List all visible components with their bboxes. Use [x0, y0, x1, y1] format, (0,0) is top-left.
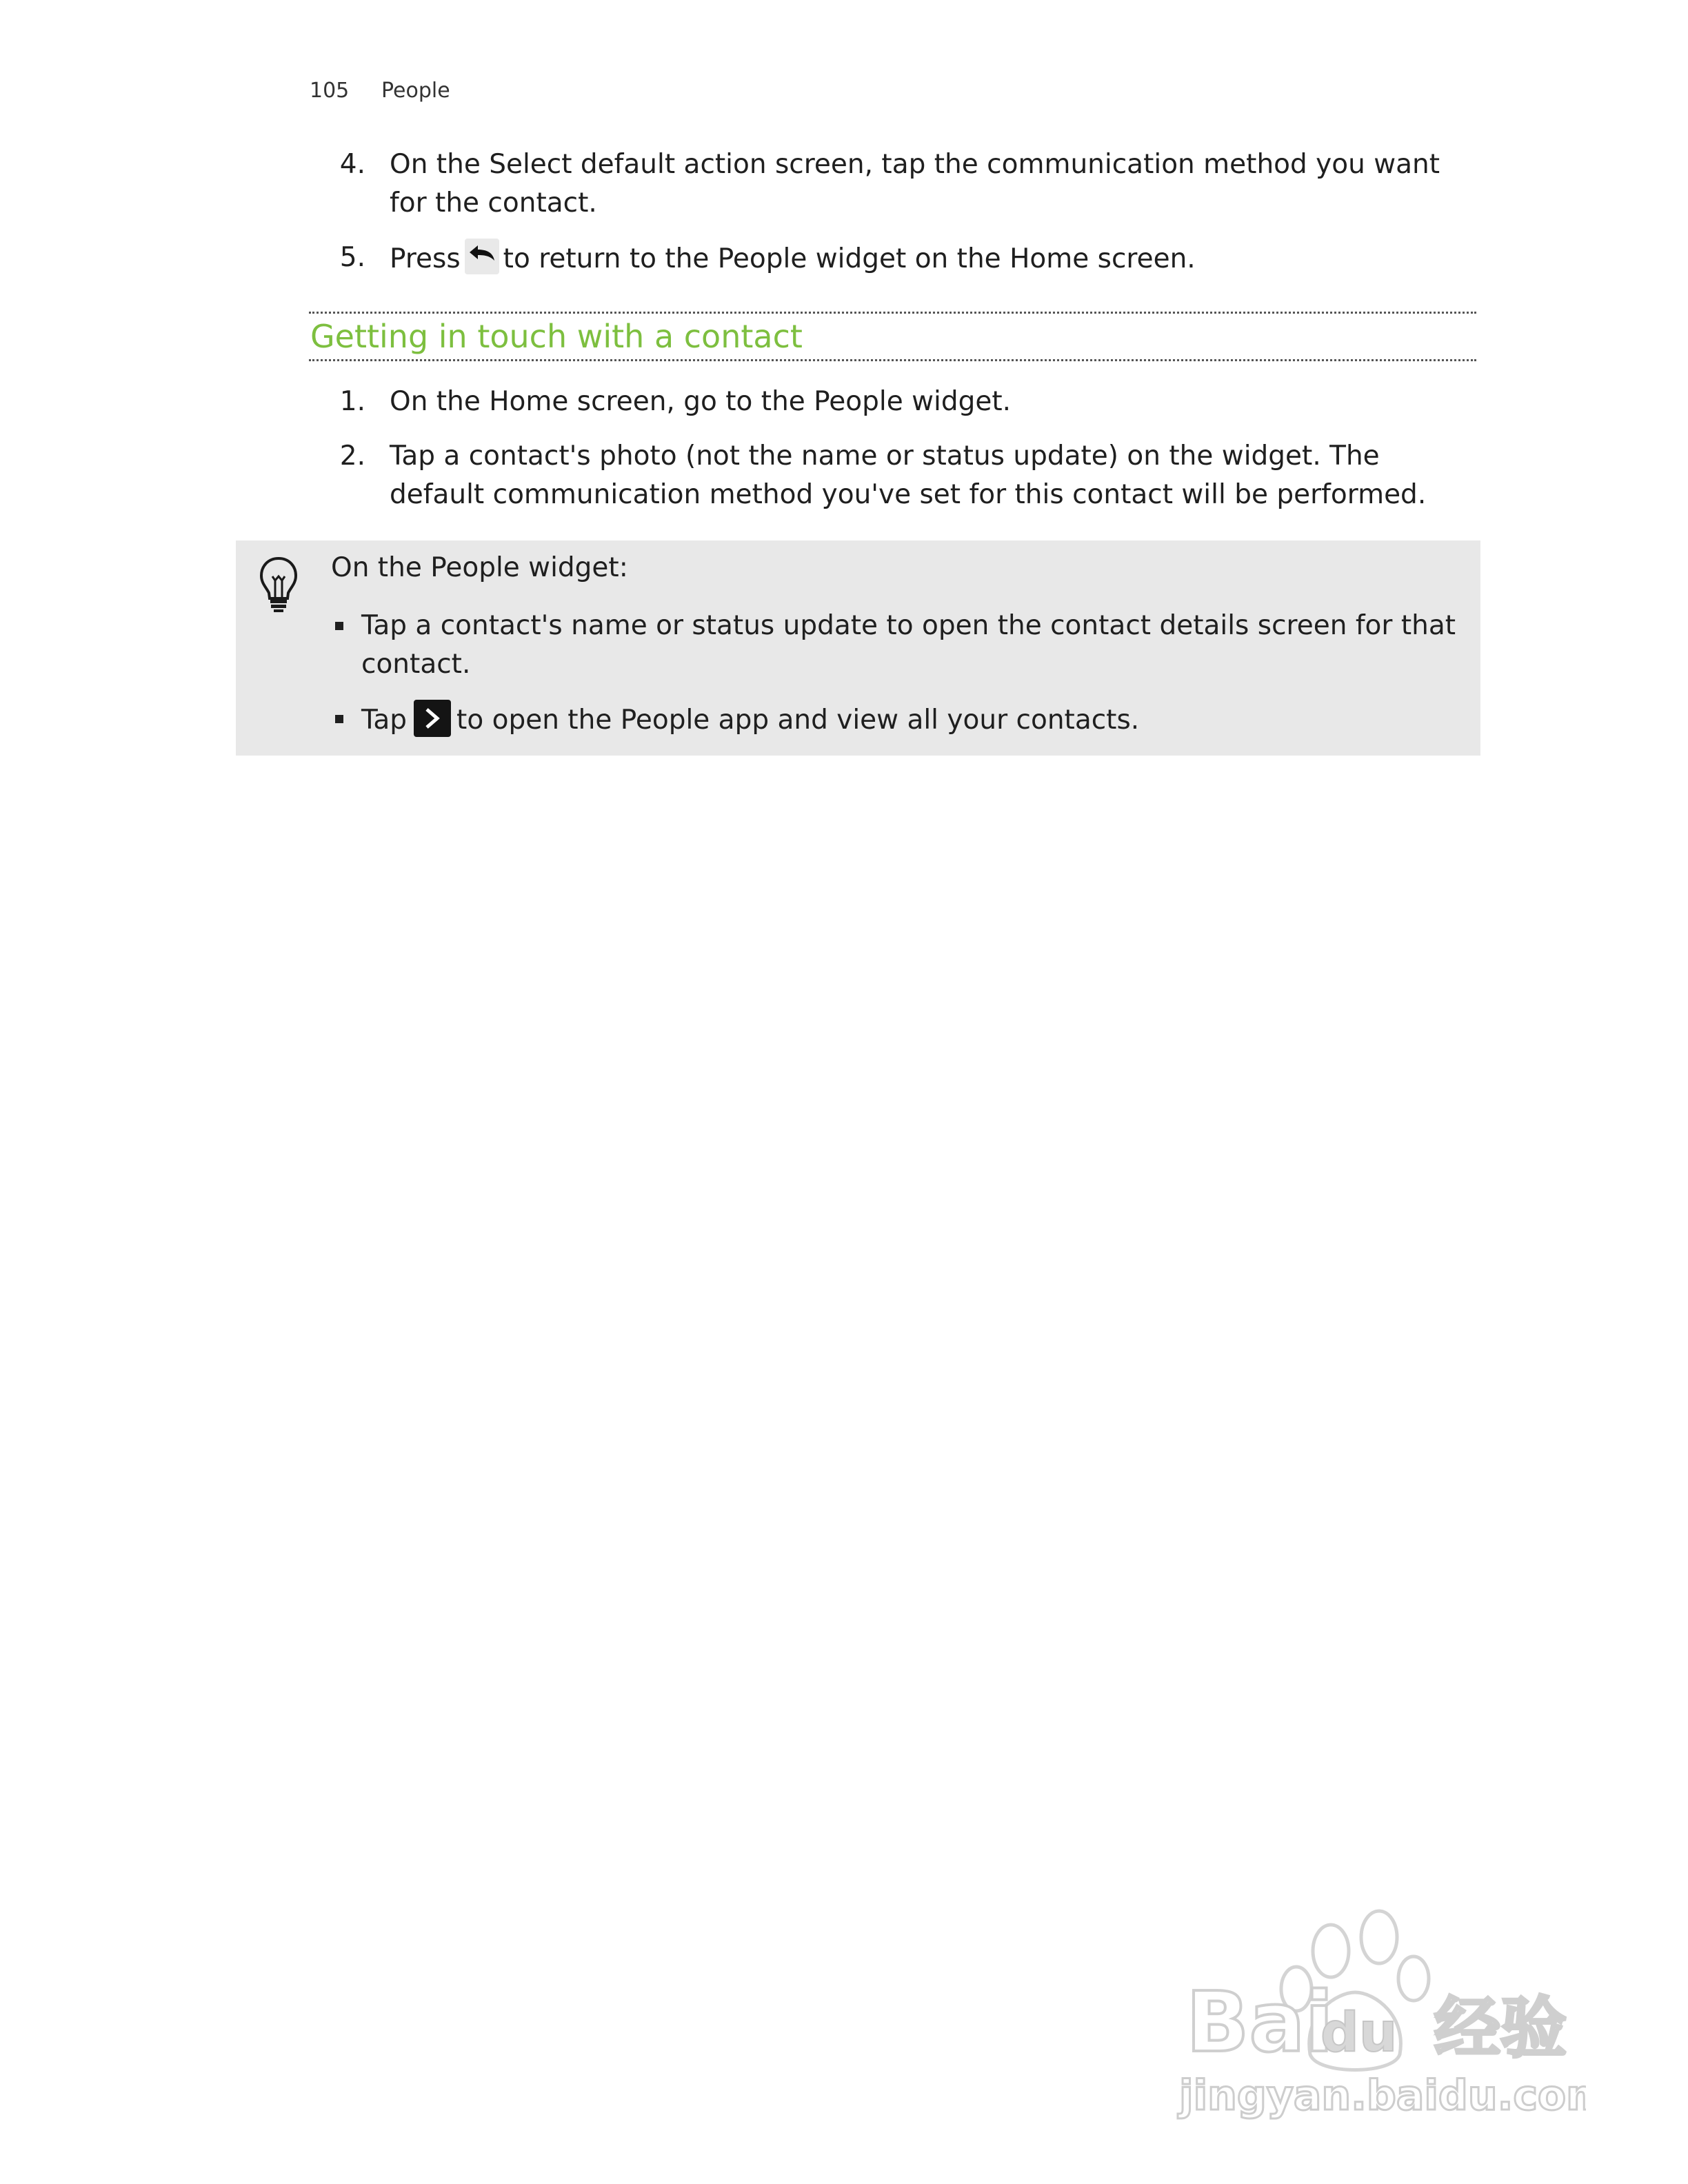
bullet	[335, 622, 343, 630]
tip-item-text: Tap a contact's name or status update to open the contact details screen for that contact.	[361, 610, 1456, 680]
tip-text-before: Tap	[361, 705, 408, 736]
tip-intro: On the People widget:	[331, 552, 628, 583]
step-number: 1.	[339, 386, 365, 417]
svg-text:jingyan.baidu.com: jingyan.baidu.com	[1179, 2072, 1586, 2120]
page-header	[310, 79, 450, 103]
tip-item	[331, 700, 1462, 740]
step-5	[309, 239, 1481, 279]
step-text: Tap a contact's photo (not the name or status update) on the widget. The default communication method you've set for this contact will be performed.	[390, 441, 1427, 510]
section-title: Getting in touch with a contact	[310, 318, 803, 355]
step-number: 5.	[339, 242, 365, 273]
lightbulb-icon	[258, 556, 299, 616]
chevron-right-icon	[414, 700, 451, 737]
back-arrow-icon	[465, 239, 499, 274]
step-text-after: to return to the People widget on the Home screen.	[503, 243, 1196, 274]
step-text-before: Press	[390, 243, 461, 274]
svg-text:Bai: Bai	[1186, 1975, 1334, 2071]
svg-text:经验: 经验	[1434, 1990, 1567, 2067]
step-2	[309, 437, 1481, 514]
tip-item-text	[361, 700, 1465, 740]
bullet	[335, 715, 343, 723]
page-number: 105	[310, 79, 350, 103]
step-text	[390, 239, 1472, 279]
step-text: On the Select default action screen, tap the communication method you want for the contact.	[390, 149, 1440, 219]
section-heading	[309, 312, 1476, 361]
step-number: 4.	[339, 149, 365, 180]
svg-text:du: du	[1320, 2002, 1398, 2064]
baidu-watermark-logo	[1172, 1903, 1586, 2123]
step-1	[309, 383, 1481, 421]
tip-text-after: to open the People app and view all your contacts.	[456, 705, 1140, 736]
step-text: On the Home screen, go to the People widget.	[390, 386, 1012, 417]
tip-box	[236, 540, 1480, 756]
step-4	[309, 145, 1481, 223]
tip-item	[331, 607, 1462, 684]
step-number: 2.	[339, 441, 365, 472]
header-section: People	[381, 79, 450, 103]
